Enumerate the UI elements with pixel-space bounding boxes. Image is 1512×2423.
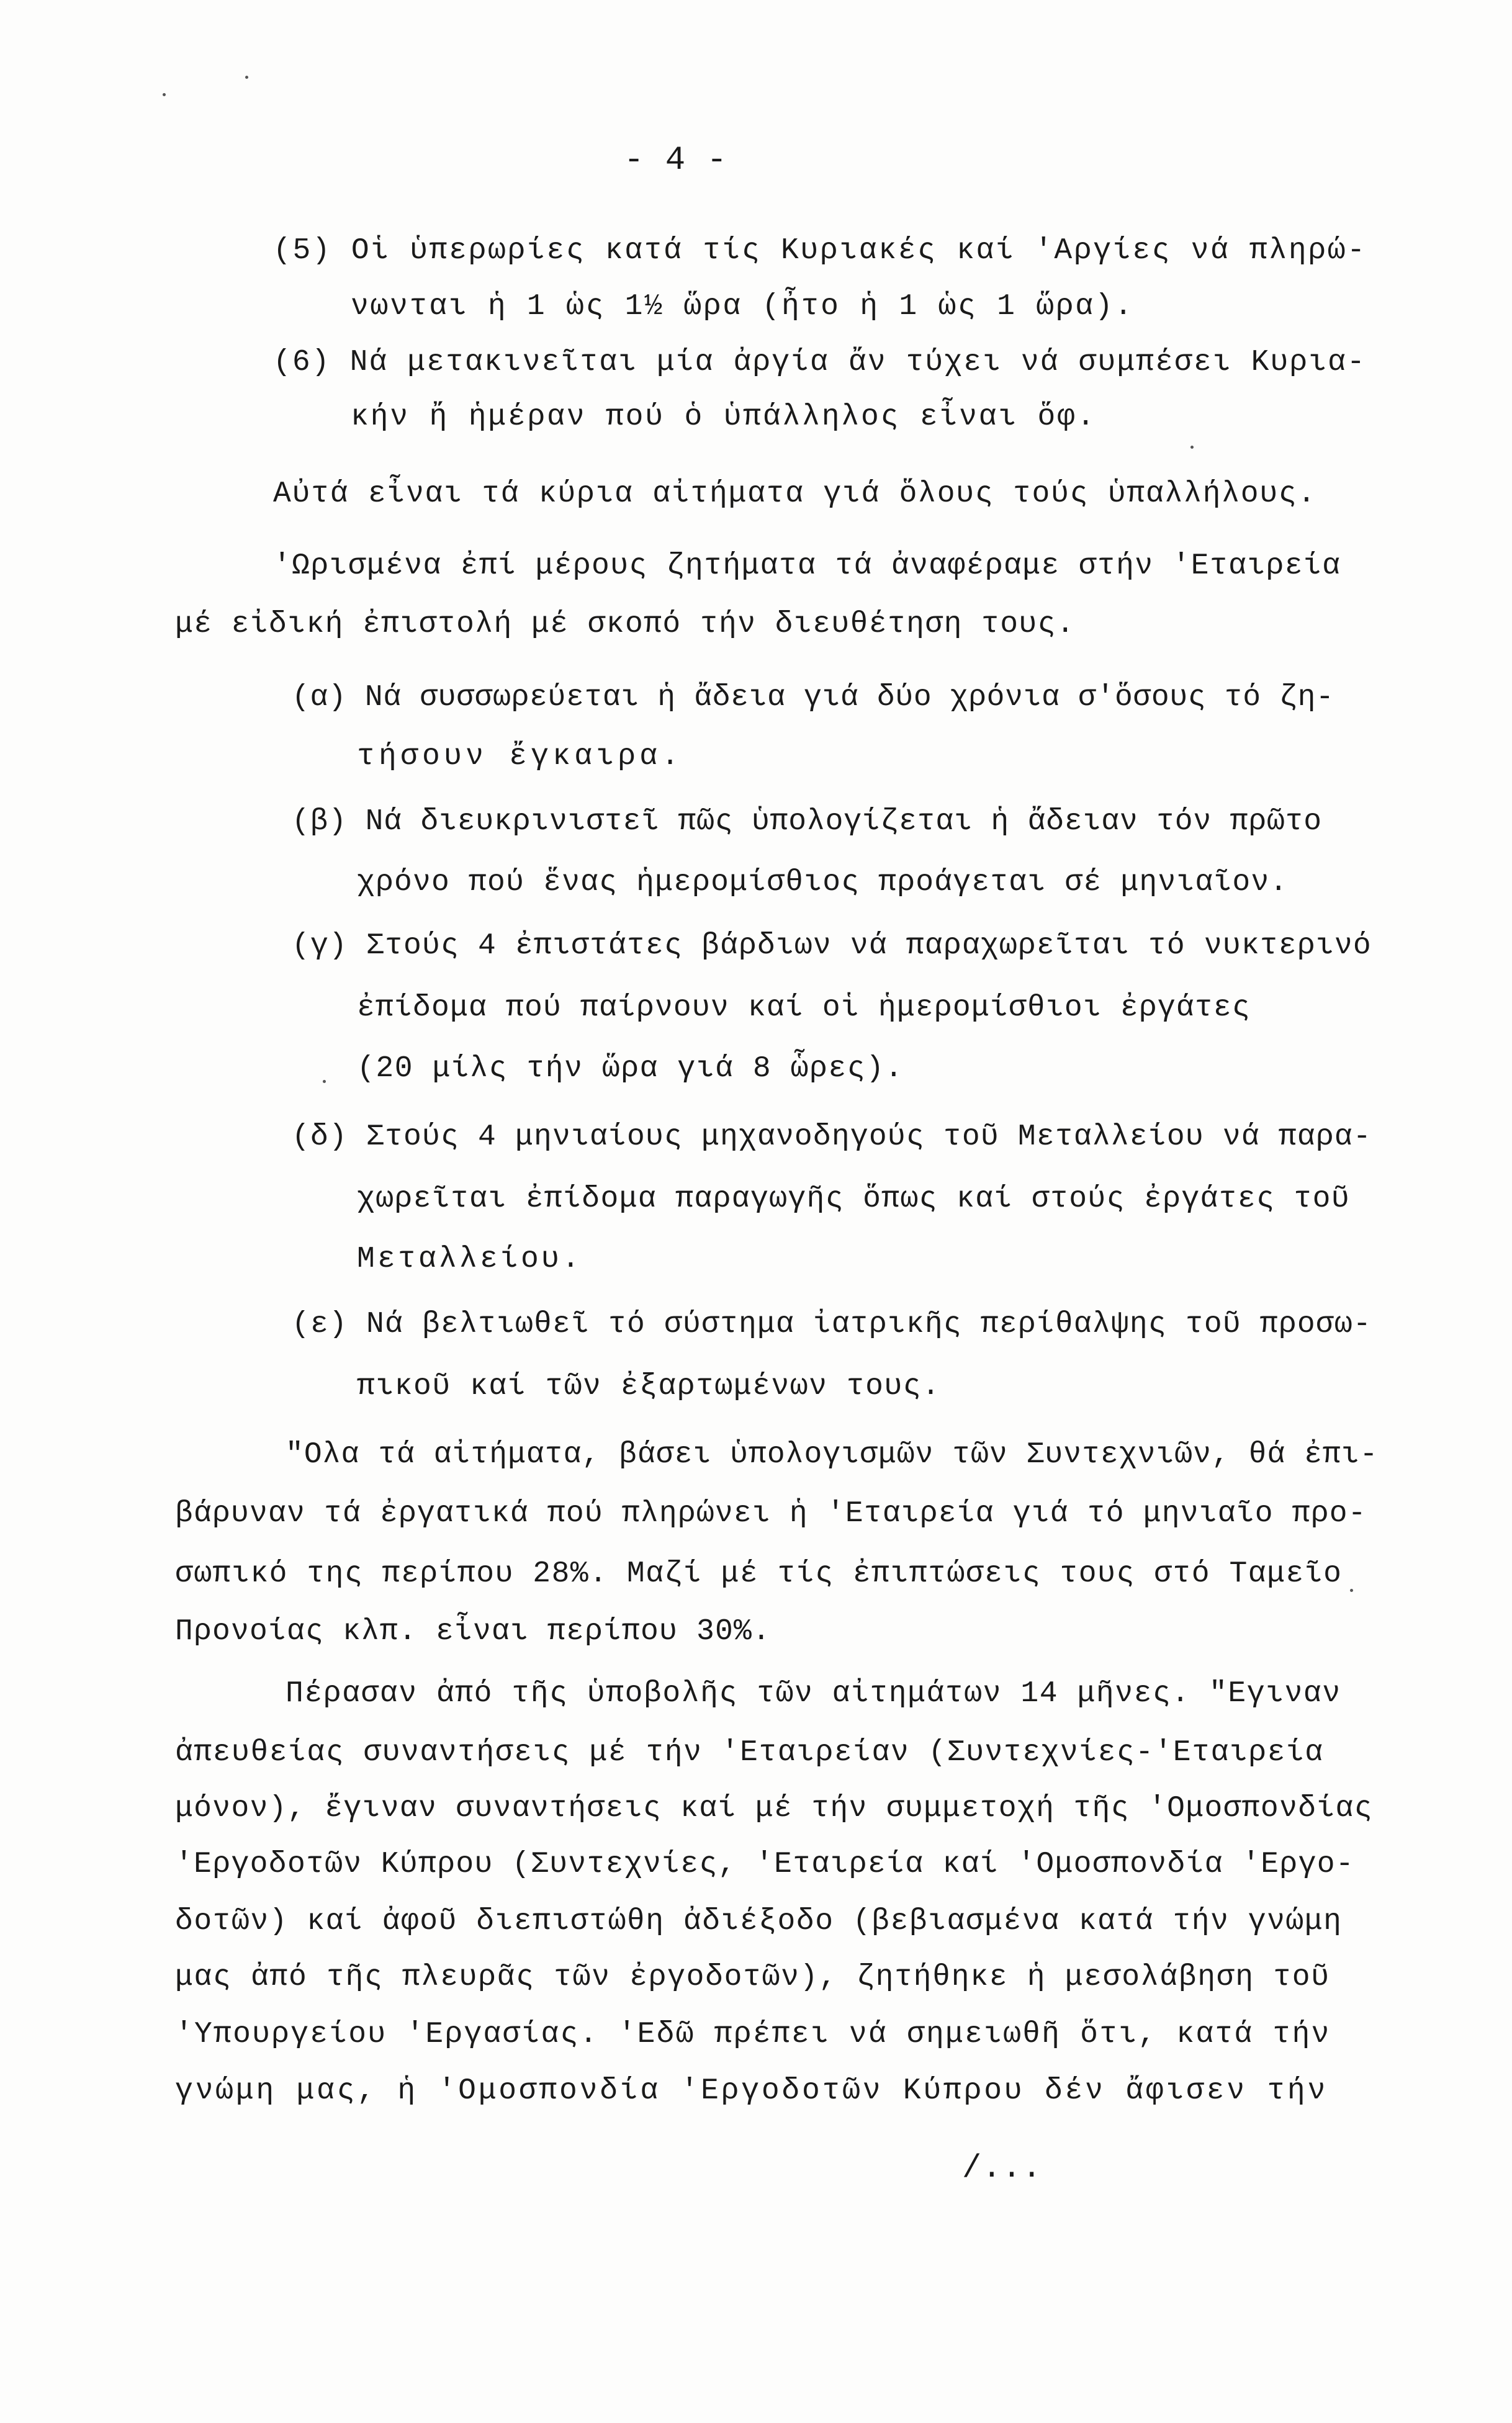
text-line-history-paragraph-cont7: γνώμη μας, ἡ 'Ομοσπονδία 'Εργοδοτῶν Κύπρου δέν ἄφισεν τήν bbox=[175, 2074, 1328, 2108]
text-line-history-paragraph-cont6: 'Υπουργείου 'Εργασίας. 'Εδῶ πρέπει νά σημειωθῆ ὅτι, κατά τήν bbox=[175, 2018, 1331, 2051]
text-line-cost-paragraph-cont2: σωπικό της περίπου 28%. Μαζί μέ τίς ἐπιπτώσεις τους στό Ταμεῖο bbox=[175, 1557, 1343, 1591]
scan-speck bbox=[1350, 1589, 1353, 1592]
text-line-history-paragraph-cont: ἀπευθείας συναντήσεις μέ τήν 'Εταιρείαν (Συντεχνίες-'Εταιρεία bbox=[175, 1736, 1324, 1769]
text-line-history-paragraph-cont5: μας ἀπό τῆς πλευρᾶς τῶν ἐργοδοτῶν), ζητήθηκε ἡ μεσολάβηση τοῦ bbox=[175, 1961, 1330, 1994]
text-line-item-6: (6) Νά μετακινεῖται μία ἀργία ἄν τύχει νά συμπέσει Κυρια- bbox=[273, 346, 1366, 379]
text-line-item-e-cont: πικοῦ καί τῶν ἐξαρτωμένων τους. bbox=[357, 1370, 941, 1403]
text-line-item-d-cont2: Μεταλλείου. bbox=[357, 1243, 583, 1276]
text-line-item-5-cont: νωνται ἡ 1 ὡς 1½ ὥρα (ἦτο ἡ 1 ὡς 1 ὥρα). bbox=[351, 290, 1134, 323]
scan-speck bbox=[163, 93, 166, 96]
text-line-history-paragraph-cont3: 'Εργοδοτῶν Κύπρου (Συντεχνίες, 'Εταιρεία καί 'Ομοσπονδία 'Εργο- bbox=[175, 1848, 1355, 1881]
text-line-item-a: (α) Νά συσσωρεύεται ἡ ἄδεια γιά δύο χρόνια σ'ὅσους τό ζη- bbox=[292, 681, 1334, 714]
scan-speck bbox=[1190, 446, 1194, 449]
text-line-item-c-cont2: (20 μίλς τήν ὥρα γιά 8 ὧρες). bbox=[357, 1052, 904, 1086]
continuation-mark: /... bbox=[962, 2150, 1042, 2187]
text-line-cost-paragraph-cont: βάρυναν τά ἐργατικά πού πληρώνει ἡ 'Εταιρεία γιά τό μηνιαῖο προ- bbox=[175, 1497, 1367, 1531]
text-line-item-a-cont: τήσουν ἔγκαιρα. bbox=[357, 740, 683, 773]
text-line-item-b: (β) Νά διευκρινιστεῖ πῶς ὑπολογίζεται ἡ ἄδειαν τόν πρῶτο bbox=[292, 805, 1322, 838]
scan-speck bbox=[245, 76, 248, 79]
text-line-summary: Αὐτά εἶναι τά κύρια αἰτήματα γιά ὅλους τούς ὑπαλλήλους. bbox=[273, 477, 1317, 511]
text-line-item-c-cont: ἐπίδομα πού παίρνουν καί οἱ ἡμερομίσθιοι ἐργάτες bbox=[357, 991, 1251, 1025]
text-line-cost-paragraph-cont3: Προνοίας κλπ. εἶναι περίπου 30%. bbox=[175, 1615, 771, 1648]
text-line-item-e: (ε) Νά βελτιωθεῖ τό σύστημα ἰατρικῆς περίθαλψης τοῦ προσω- bbox=[292, 1308, 1372, 1341]
text-line-history-paragraph: Πέρασαν ἀπό τῆς ὑποβολῆς τῶν αἰτημάτων 14 μῆνες. "Εγιναν bbox=[286, 1677, 1341, 1710]
scan-speck bbox=[323, 1080, 326, 1083]
text-line-item-d-cont: χωρεῖται ἐπίδομα παραγωγῆς ὅπως καί στούς ἐργάτες τοῦ bbox=[357, 1182, 1351, 1216]
text-line-item-d: (δ) Στούς 4 μηνιαίους μηχανοδηγούς τοῦ Μεταλλείου νά παρα- bbox=[292, 1120, 1372, 1154]
text-line-item-b-cont: χρόνο πού ἕνας ἡμερομίσθιος προάγεται σέ μηνιαῖον. bbox=[357, 866, 1289, 899]
page-number: - 4 - bbox=[624, 142, 728, 179]
text-line-item-c: (γ) Στούς 4 ἐπιστάτες βάρδιων νά παραχωρεῖται τό νυκτερινό bbox=[292, 929, 1372, 963]
text-line-secondary-issues-cont: μέ εἰδική ἐπιστολή μέ σκοπό τήν διευθέτηση τους. bbox=[175, 608, 1076, 641]
text-line-cost-paragraph: "Ολα τά αἰτήματα, βάσει ὑπολογισμῶν τῶν Συντεχνιῶν, θά ἐπι- bbox=[286, 1438, 1379, 1472]
text-line-item-6-cont: κήν ἤ ἡμέραν πού ὁ ὑπάλληλος εἶναι ὅφ. bbox=[351, 400, 1097, 434]
text-line-item-5: (5) Οἱ ὑπερωρίες κατά τίς Κυριακές καί 'Αργίες νά πληρώ- bbox=[273, 234, 1367, 267]
text-line-secondary-issues: 'Ωρισμένα ἐπί μέρους ζητήματα τά ἀναφέραμε στήν 'Εταιρεία bbox=[273, 549, 1341, 583]
text-line-history-paragraph-cont4: δοτῶν) καί ἀφοῦ διεπιστώθη ἀδιέξοδο (βεβιασμένα κατά τήν γνώμη bbox=[175, 1905, 1343, 1938]
text-line-history-paragraph-cont2: μόνον), ἔγιναν συναντήσεις καί μέ τήν συμμετοχή τῆς 'Ομοσπονδίας bbox=[175, 1792, 1373, 1825]
